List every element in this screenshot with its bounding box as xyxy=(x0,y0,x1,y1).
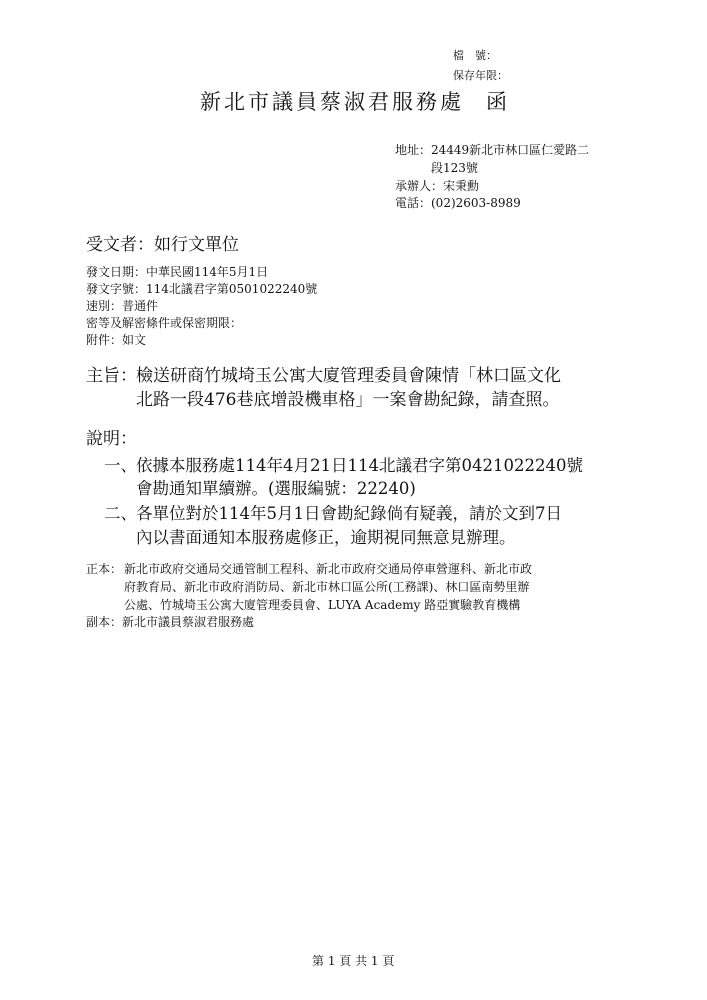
subject-line2: 北路一段476巷底增設機車格」一案會勘紀錄，請查照。 xyxy=(136,390,560,410)
explanation-item-line1: 各單位對於114年5月1日會勘紀錄倘有疑義，請於文到7日 xyxy=(136,504,562,523)
page-number: 第 1 頁 共 1 頁 xyxy=(312,954,395,968)
issue-date: 發文日期：中華民國114年5月1日 xyxy=(86,265,269,279)
subject-line1: 檢送研商竹城埼玉公寓大廈管理委員會陳情「林口區文化 xyxy=(136,366,561,386)
document-type: 函 xyxy=(486,90,510,114)
issue-number: 發文字號：114北議君字第0501022240號 xyxy=(86,282,318,296)
file-number-label: 檔 號： xyxy=(453,49,497,62)
attachment: 附件：如文 xyxy=(86,333,147,347)
main-recipients-line1: 新北市政府交通局交通管制工程科、新北市政府交通局停車營運科、新北市政 xyxy=(124,562,533,576)
secrecy-level: 密等及解密條件或保密期限： xyxy=(86,316,243,330)
recipient: 受文者：如行文單位 xyxy=(86,235,239,255)
explanation-item-line2: 內以書面通知本服務處修正，逾期視同無意見辦理。 xyxy=(136,528,516,547)
retention-period-label: 保存年限： xyxy=(453,69,508,82)
delivery-speed: 速別：普通件 xyxy=(86,299,159,313)
explanation-item-line2: 會勘通知單續辦。(選服編號：22240) xyxy=(136,479,416,498)
explanation-label: 說明： xyxy=(86,429,137,449)
main-recipients-line2: 府教育局、新北市政府消防局、新北市林口區公所(工務課)、林口區南勢里辦 xyxy=(124,580,530,594)
explanation-item-line1: 依據本服務處114年4月21日114北議君字第0421022240號 xyxy=(136,456,583,475)
document-title: 新北市議員蔡淑君服務處 xyxy=(200,90,464,114)
sender-address-line1: 地址：24449新北市林口區仁愛路二 xyxy=(395,143,590,157)
main-recipients-line3: 公處、竹城埼玉公寓大廈管理委員會、LUYA Academy 路亞實驗教育機構 xyxy=(124,598,521,612)
subject-label: 主旨： xyxy=(86,366,137,386)
sender-phone: 電話：(02)2603-8989 xyxy=(395,196,521,210)
sender-address-line2: 段123號 xyxy=(431,161,478,175)
sender-handler: 承辦人：宋秉勳 xyxy=(395,179,480,193)
main-recipients-label: 正本： xyxy=(86,562,123,576)
copy-recipients: 副本：新北市議員蔡淑君服務處 xyxy=(86,615,255,629)
explanation-item-number: 二、 xyxy=(104,504,137,523)
explanation-item-number: 一、 xyxy=(104,456,137,475)
